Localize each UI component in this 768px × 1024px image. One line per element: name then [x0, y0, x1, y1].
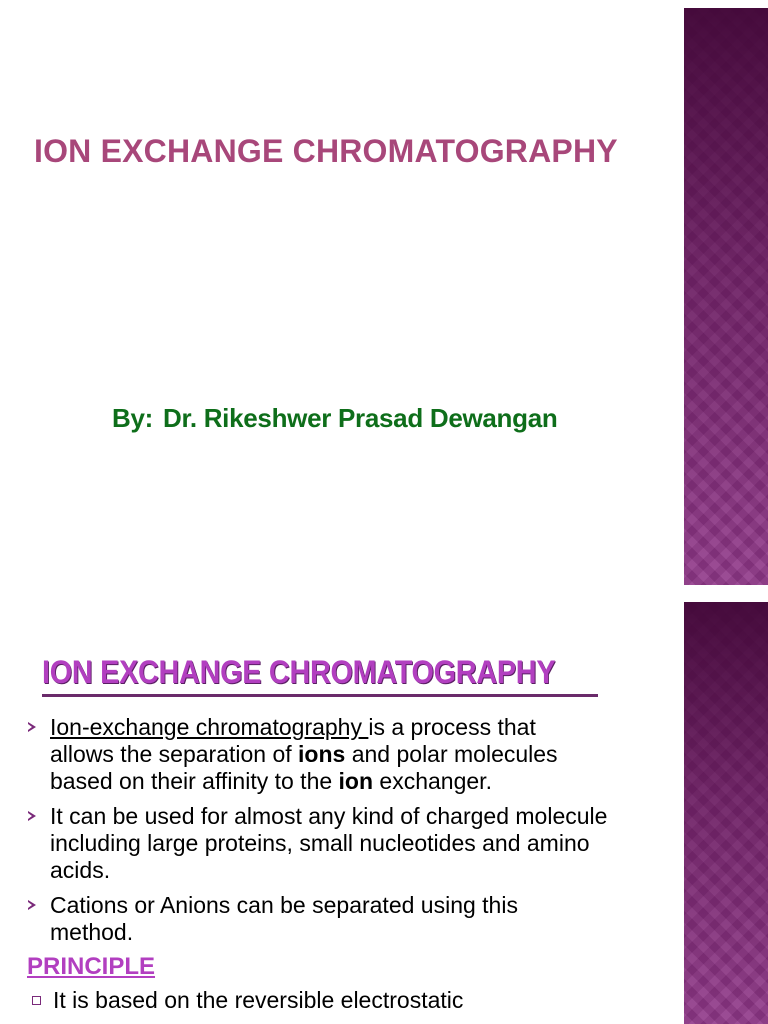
square-bullet-icon	[32, 996, 41, 1005]
arrow-bullet-icon	[28, 722, 36, 732]
principle-text: It is based on the reversible electrostatic	[53, 987, 464, 1013]
term-underlined: Ion-exchange chromatography	[50, 714, 369, 740]
bullet-text: based on their affinity to the	[50, 768, 339, 794]
arrow-bullet-icon	[28, 811, 36, 821]
bold-term: ion	[338, 768, 374, 794]
bullet-text: allows the separation of	[50, 741, 299, 767]
bullet-text: Cations or Anions can be separated using this	[50, 892, 518, 918]
bullet-text: and polar molecules	[345, 741, 558, 767]
author-byline	[112, 403, 557, 434]
principle-heading: PRINCIPLE	[27, 953, 156, 980]
by-label: By:	[112, 403, 153, 433]
bullet-list	[26, 714, 686, 954]
bullet-text: method.	[50, 919, 134, 945]
content-slide	[0, 596, 768, 1024]
slide-title: ION EXCHANGE CHROMATOGRAPHY	[42, 654, 556, 690]
bold-term: ions	[298, 741, 346, 767]
title-underline	[42, 694, 598, 697]
bullet-text: acids.	[50, 857, 111, 883]
bullet-text: is a process that	[368, 714, 536, 740]
arrow-bullet-icon	[28, 900, 36, 910]
bullet-text: exchanger.	[373, 768, 492, 794]
bullet-text: It can be used for almost any kind of charged molecule	[50, 803, 608, 829]
decorative-side-bar	[684, 8, 768, 585]
slide-title: ION EXCHANGE CHROMATOGRAPHY	[34, 133, 618, 169]
decorative-side-bar	[684, 602, 768, 1024]
list-item	[26, 714, 686, 795]
list-item	[26, 892, 686, 946]
bullet-text: including large proteins, small nucleotides and amino	[50, 830, 590, 856]
list-item	[26, 803, 686, 884]
author-name: Dr. Rikeshwer Prasad Dewangan	[163, 403, 558, 433]
principle-item	[32, 987, 463, 1014]
